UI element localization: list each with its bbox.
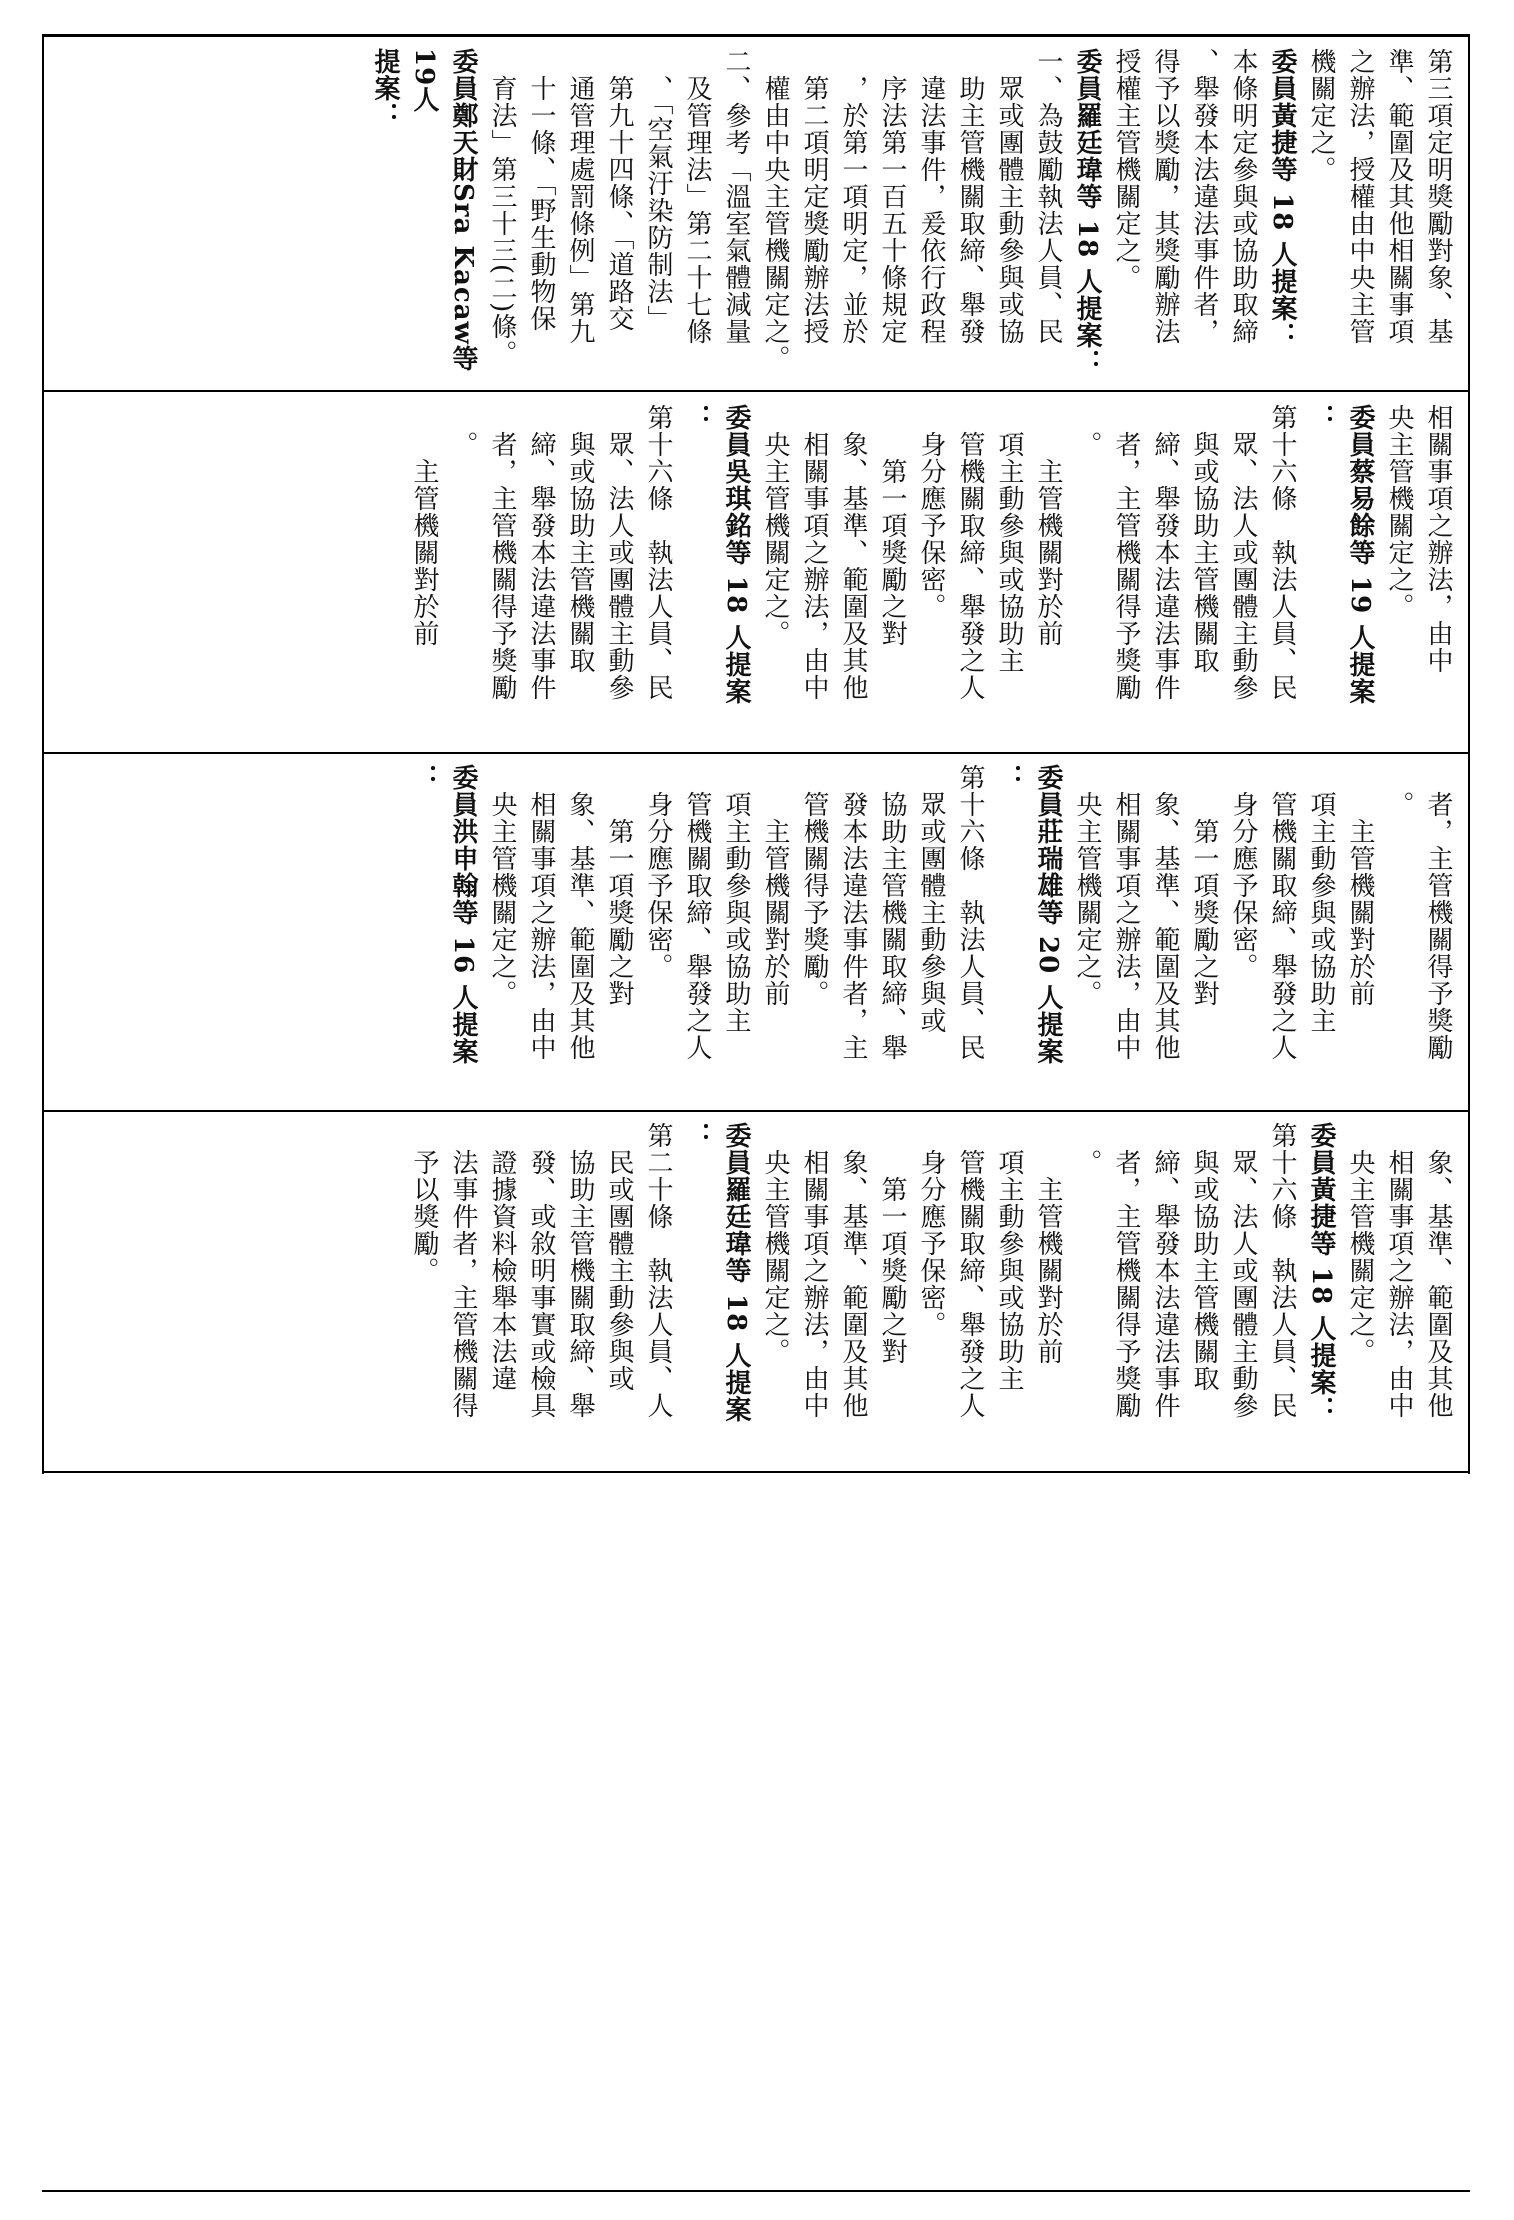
text-line: 相關事項之辦法，由中: [799, 404, 829, 701]
row-separator-3: [42, 1110, 1470, 1112]
text-line: 眾或團體主動參與或協: [994, 48, 1024, 345]
proposer-heading: ：: [1306, 404, 1336, 431]
text-line: 與或協助主管機關取: [1189, 1122, 1219, 1392]
text-line: 相關事項之辦法，由中: [799, 1122, 829, 1419]
text-line: 發、或敘明事實或檢具: [526, 1122, 556, 1419]
proposer-heading: 提案：: [370, 48, 400, 129]
right-border: [1468, 36, 1470, 1474]
text-line: 者，主管機關得予獎勵: [1423, 764, 1453, 1061]
text-line: 。: [448, 404, 478, 458]
text-line: 與或協助主管機關取: [565, 404, 595, 674]
text-line: 主管機關對於前: [1345, 764, 1375, 1007]
proposer-heading: 委員洪申翰等 16 人提案: [448, 764, 478, 1066]
text-line: 央主管機關定之。: [1072, 764, 1102, 1007]
text-line: 第二十條 執法人員、人: [643, 1122, 673, 1419]
text-line: 締、舉發本法違法事件: [526, 404, 556, 701]
text-line: 相關事項之辦法，由中: [1384, 1122, 1414, 1419]
text-line: 第一項獎勵之對: [1189, 764, 1219, 1007]
column-block-1: [62, 48, 1457, 382]
column-block-4: [62, 1122, 1457, 1462]
text-line: 第十六條 執法人員、民: [1267, 404, 1297, 701]
text-line: 、舉發本法違法事件者，: [1189, 48, 1219, 345]
text-line: 相關事項之辦法，由中: [526, 764, 556, 1061]
text-line: 權由中央主管機關定之。: [760, 48, 790, 372]
text-line: 證據資料檢舉本法違: [487, 1122, 517, 1392]
column-1-text: [365, 48, 1457, 382]
text-line: 締、舉發本法違法事件: [1150, 1122, 1180, 1419]
text-line: 象、基準、範圍及其他: [1150, 764, 1180, 1061]
text-line: 授權主管機關定之。: [1111, 48, 1141, 291]
text-line: 眾、法人或團體主動參: [1228, 404, 1258, 701]
text-line: 主管機關對於前: [760, 764, 790, 1007]
text-line: 第一項獎勵之對: [877, 404, 907, 647]
text-line: 本條明定參與或協助取締: [1228, 48, 1258, 345]
table-top-rule: [42, 34, 1470, 37]
row-separator-1: [42, 390, 1470, 392]
text-line: 管機關取締、舉發之人: [955, 404, 985, 701]
proposer-heading: 委員蔡易餘等 19 人提案: [1345, 404, 1375, 706]
text-line: 協助主管機關取締、舉: [565, 1122, 595, 1419]
text-line: 央主管機關定之。: [1345, 1122, 1375, 1365]
text-line: 。: [1072, 404, 1102, 458]
column-block-2: [62, 404, 1457, 744]
text-line: 身分應予保密。: [916, 1122, 946, 1338]
proposer-heading: ：: [409, 764, 439, 791]
text-line: 主管機關對於前: [409, 404, 439, 647]
row-separator-2: [42, 752, 1470, 754]
text-line: 違法事件，爰依行政程: [916, 48, 946, 345]
text-line: 身分應予保密。: [916, 404, 946, 620]
proposer-heading: 委員吳琪銘等 18 人提案: [721, 404, 751, 706]
text-line: 央主管機關定之。: [1384, 404, 1414, 620]
text-line: 者，主管機關得予獎勵: [1111, 1122, 1141, 1419]
column-4-text: [404, 1122, 1457, 1462]
text-line: 項主動參與或協助主: [994, 1122, 1024, 1392]
text-line: 身分應予保密。: [1228, 764, 1258, 980]
text-line: 管機關取締、舉發之人: [682, 764, 712, 1061]
proposer-heading: ：: [682, 404, 712, 431]
text-line: 得予以獎勵，其獎勵辦法: [1150, 48, 1180, 345]
text-line: 民或團體主動參與或: [604, 1122, 634, 1392]
text-line: 機關定之。: [1306, 48, 1336, 183]
text-line: 。: [1384, 764, 1414, 818]
proposer-heading: ：: [682, 1122, 712, 1149]
text-line: 。: [1072, 1122, 1102, 1176]
text-line: 眾、法人或團體主動參: [1228, 1122, 1258, 1419]
page-bottom-rule: [42, 2190, 1470, 2192]
text-line: 項主動參與或協助主: [994, 404, 1024, 674]
text-line: 者，主管機關得予獎勵: [1111, 404, 1141, 701]
text-line: 發本法違法事件者，主: [838, 764, 868, 1061]
proposer-heading: 委員莊瑞雄等 20 人提案: [1033, 764, 1063, 1066]
text-line: 主管機關對於前: [1033, 1122, 1063, 1365]
text-line: 者，主管機關得予獎勵: [487, 404, 517, 701]
text-line: 第二項明定獎勵辦法授: [799, 48, 829, 345]
text-line: 一、為鼓勵執法人員、民: [1033, 48, 1063, 345]
text-line: 管機關取締、舉發之人: [955, 1122, 985, 1419]
text-line: 及管理法」第二十七條: [682, 48, 712, 345]
text-line: 二、參考「溫室氣體減量: [721, 48, 751, 345]
text-line: 身分應予保密。: [643, 764, 673, 980]
text-line: 準、範圍及其他相關事項: [1384, 48, 1414, 345]
proposer-heading: ：: [994, 764, 1024, 791]
text-line: 予以獎勵。: [409, 1122, 439, 1284]
column-3-text: [404, 764, 1457, 1104]
text-line: 象、基準、範圍及其他: [565, 764, 595, 1061]
text-line: 之辦法，授權由中央主管: [1345, 48, 1375, 345]
column-2-text: [404, 404, 1457, 744]
text-line: 、「空氣汙染防制法」: [643, 48, 673, 332]
column-block-3: [62, 764, 1457, 1104]
text-line: 央主管機關定之。: [760, 404, 790, 647]
text-line: 眾或團體主動參與或: [916, 764, 946, 1034]
left-border: [42, 36, 44, 1474]
text-line: 第一項獎勵之對: [877, 1122, 907, 1365]
text-line: 項主動參與或協助主: [1306, 764, 1336, 1034]
proposer-heading: 委員鄭天財Sra Kacaw等19人: [409, 48, 478, 372]
text-line: 第十六條 執法人員、民: [955, 764, 985, 1061]
text-line: 十一條、「野生動物保: [526, 48, 556, 332]
text-line: 主管機關對於前: [1033, 404, 1063, 647]
text-line: 第九十四條、「道路交: [604, 48, 634, 332]
text-line: 第一項獎勵之對: [604, 764, 634, 1007]
text-line: 項主動參與或協助主: [721, 764, 751, 1034]
text-line: 象、基準、範圍及其他: [838, 1122, 868, 1419]
text-line: 相關事項之辦法，由中: [1111, 764, 1141, 1061]
text-line: ，於第一項明定，並於: [838, 48, 868, 345]
text-line: 相關事項之辦法，由中: [1423, 404, 1453, 674]
text-line: 央主管機關定之。: [760, 1122, 790, 1365]
proposer-heading: 委員黃捷等 18 人提案：: [1306, 1122, 1336, 1424]
text-line: 締、舉發本法違法事件: [1150, 404, 1180, 701]
text-line: 法事件者，主管機關得: [448, 1122, 478, 1419]
proposer-heading: 委員羅廷瑋等 18 人提案: [721, 1122, 751, 1424]
text-line: 第三項定明獎勵對象、基: [1423, 48, 1453, 345]
text-line: 央主管機關定之。: [487, 764, 517, 1007]
table-bottom-rule: [42, 1471, 1470, 1473]
text-line: 序法第一百五十條規定: [877, 48, 907, 345]
text-line: 第十六條 執法人員、民: [643, 404, 673, 701]
text-line: 象、基準、範圍及其他: [838, 404, 868, 701]
text-line: 育法」第三十三(二)條。: [487, 48, 517, 368]
proposer-heading: 委員黃捷等 18 人提案：: [1267, 48, 1297, 350]
text-line: 協助主管機關取締、舉: [877, 764, 907, 1061]
proposer-heading: 委員羅廷瑋等 18 人提案：: [1072, 48, 1102, 377]
text-line: 管機關得予獎勵。: [799, 764, 829, 1007]
text-line: 管機關取締、舉發之人: [1267, 764, 1297, 1061]
text-line: 象、基準、範圍及其他: [1423, 1122, 1453, 1419]
text-line: 助主管機關取締、舉發: [955, 48, 985, 345]
text-line: 通管理處罰條例」第九: [565, 48, 595, 345]
text-line: 與或協助主管機關取: [1189, 404, 1219, 674]
text-line: 眾、法人或團體主動參: [604, 404, 634, 701]
text-line: 第十六條 執法人員、民: [1267, 1122, 1297, 1419]
